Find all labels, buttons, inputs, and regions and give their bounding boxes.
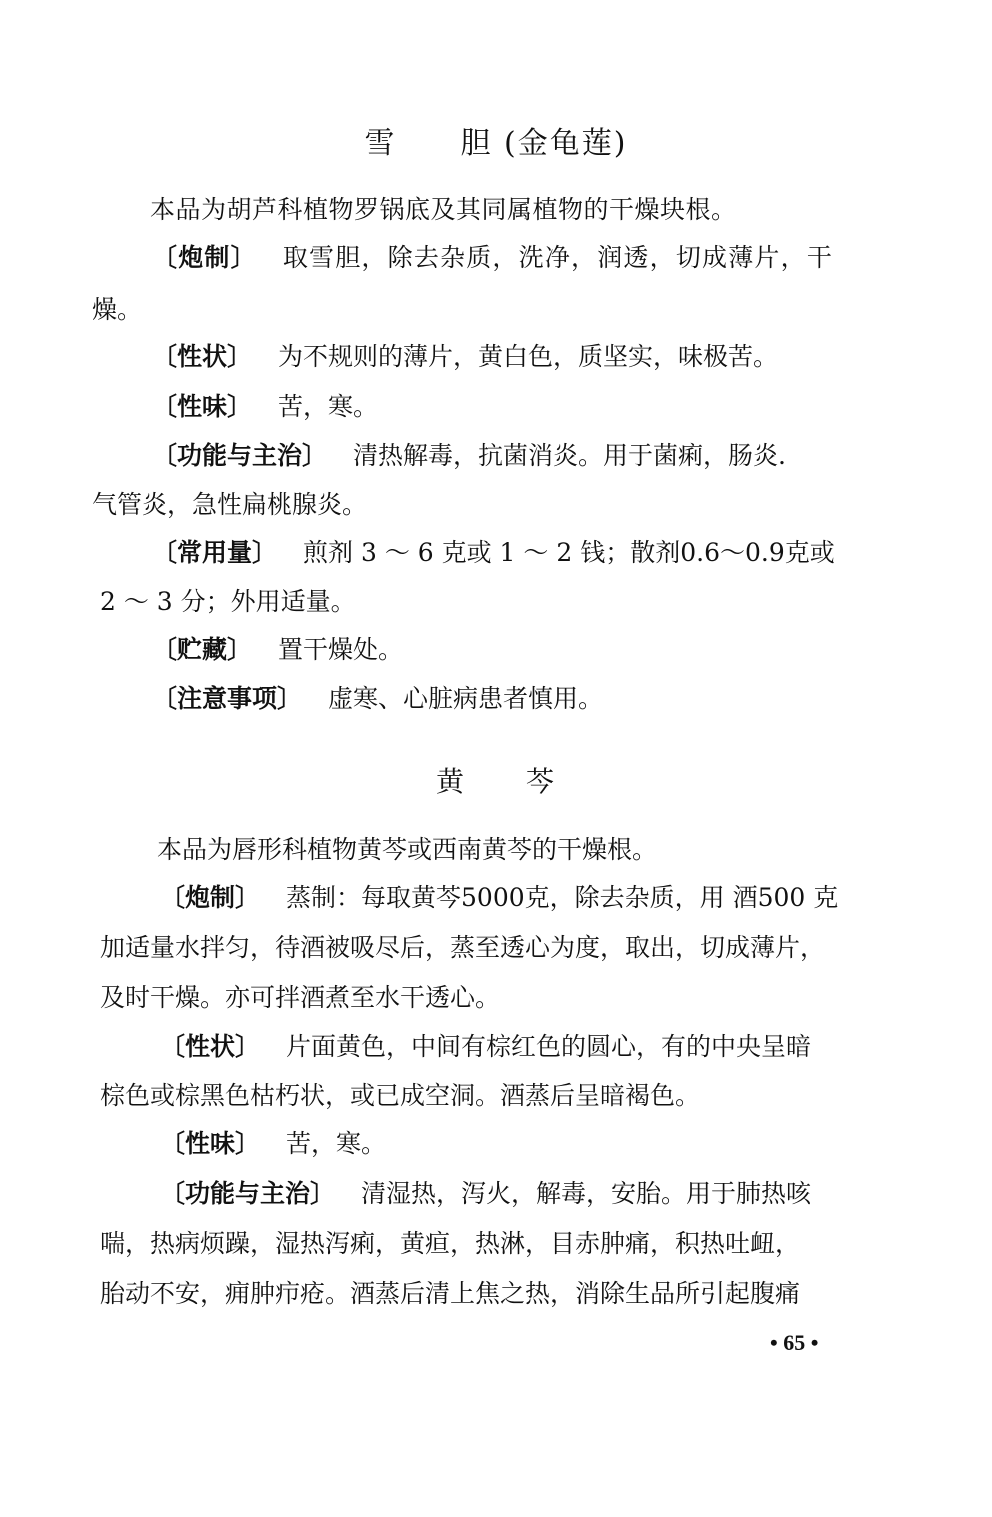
paozhi-huangqin-line2: 加适量水拌匀，待酒被吸尽后，蒸至透心为度，取出，切成薄片， bbox=[100, 933, 826, 962]
label-xingzhuang: 〔性状〕 bbox=[152, 342, 253, 371]
gongneng-xuedan-line1 bbox=[152, 441, 786, 471]
zhuyi-xuedan bbox=[152, 684, 603, 714]
paozhi-huangqin-line3: 及时干燥。亦可拌酒煮至水干透心。 bbox=[100, 983, 501, 1012]
gongneng-huangqin-line1 bbox=[160, 1179, 811, 1209]
intro-xuedan: 本品为胡芦科植物罗锅底及其同属植物的干燥块根。 bbox=[150, 195, 737, 224]
paozhi-xuedan-line1 bbox=[152, 243, 833, 273]
gongneng-xuedan-line2: 气管炎，急性扁桃腺炎。 bbox=[92, 490, 368, 519]
label-zhucang: 〔贮藏〕 bbox=[152, 635, 253, 664]
yongliang-xuedan-line1 bbox=[152, 538, 835, 568]
label-paozhi: 〔炮制〕 bbox=[160, 883, 261, 912]
paozhi-xuedan-text1: 取雪胆，除去杂质，洗净，润透，切成薄片，干 bbox=[282, 243, 834, 272]
zhucang-xuedan-text: 置干燥处。 bbox=[278, 635, 404, 664]
intro-huangqin: 本品为唇形科植物黄芩或西南黄芩的干燥根。 bbox=[157, 835, 658, 864]
xingwei-xuedan bbox=[152, 392, 378, 422]
zhucang-xuedan bbox=[152, 635, 403, 665]
label-xingwei: 〔性味〕 bbox=[160, 1129, 261, 1158]
gongneng-huangqin-line2: 喘，热病烦躁，湿热泻痢，黄疸，热淋，目赤肿痛，积热吐衄， bbox=[100, 1229, 801, 1258]
paozhi-xuedan-line2: 燥。 bbox=[92, 295, 143, 324]
xingwei-huangqin bbox=[160, 1129, 386, 1159]
label-xingwei: 〔性味〕 bbox=[152, 392, 253, 421]
paozhi-huangqin-line1 bbox=[160, 883, 838, 913]
gongneng-xuedan-text1: 清热解毒，抗菌消炎。用于菌痢，肠炎. bbox=[353, 441, 786, 470]
yongliang-xuedan-line2: 2 ～ 3 分；外用适量。 bbox=[100, 587, 356, 616]
xingwei-xuedan-text: 苦，寒。 bbox=[278, 392, 379, 421]
xingzhuang-xuedan bbox=[152, 342, 778, 372]
section-title-huangqin: 黄 芩 bbox=[435, 765, 556, 798]
page-number: • 65 • bbox=[770, 1330, 819, 1355]
xingzhuang-xuedan-text: 为不规则的薄片，黄白色，质坚实，味极苦。 bbox=[278, 342, 779, 371]
label-zhuyi: 〔注意事项〕 bbox=[152, 684, 303, 713]
paozhi-huangqin-text1: 蒸制：每取黄芩5000克，除去杂质，用 酒500 克 bbox=[286, 883, 839, 912]
label-yongliang: 〔常用量〕 bbox=[152, 538, 278, 567]
label-gongneng: 〔功能与主治〕 bbox=[152, 441, 328, 470]
xingzhuang-huangqin-line2: 棕色或棕黑色枯朽状，或已成空洞。酒蒸后呈暗褐色。 bbox=[100, 1081, 701, 1110]
label-paozhi: 〔炮制〕 bbox=[152, 243, 257, 272]
gongneng-huangqin-line3: 胎动不安，痈肿疖疮。酒蒸后清上焦之热，消除生品所引起腹痛 bbox=[100, 1279, 801, 1308]
yongliang-xuedan-text1: 煎剂 3 ～ 6 克或 1 ～ 2 钱；散剂0.6～0.9克或 bbox=[303, 538, 835, 567]
zhuyi-xuedan-text: 虚寒、心脏病患者慎用。 bbox=[328, 684, 604, 713]
gongneng-huangqin-text1: 清湿热，泻火，解毒，安胎。用于肺热咳 bbox=[361, 1179, 812, 1208]
xingzhuang-huangqin-text1: 片面黄色，中间有棕红色的圆心，有的中央呈暗 bbox=[286, 1032, 812, 1061]
xingzhuang-huangqin-line1 bbox=[160, 1032, 811, 1062]
xingwei-huangqin-text: 苦，寒。 bbox=[286, 1129, 387, 1158]
label-xingzhuang: 〔性状〕 bbox=[160, 1032, 261, 1061]
label-gongneng: 〔功能与主治〕 bbox=[160, 1179, 336, 1208]
section-title-xuedan: 雪 胆 (金龟莲) bbox=[364, 126, 628, 161]
